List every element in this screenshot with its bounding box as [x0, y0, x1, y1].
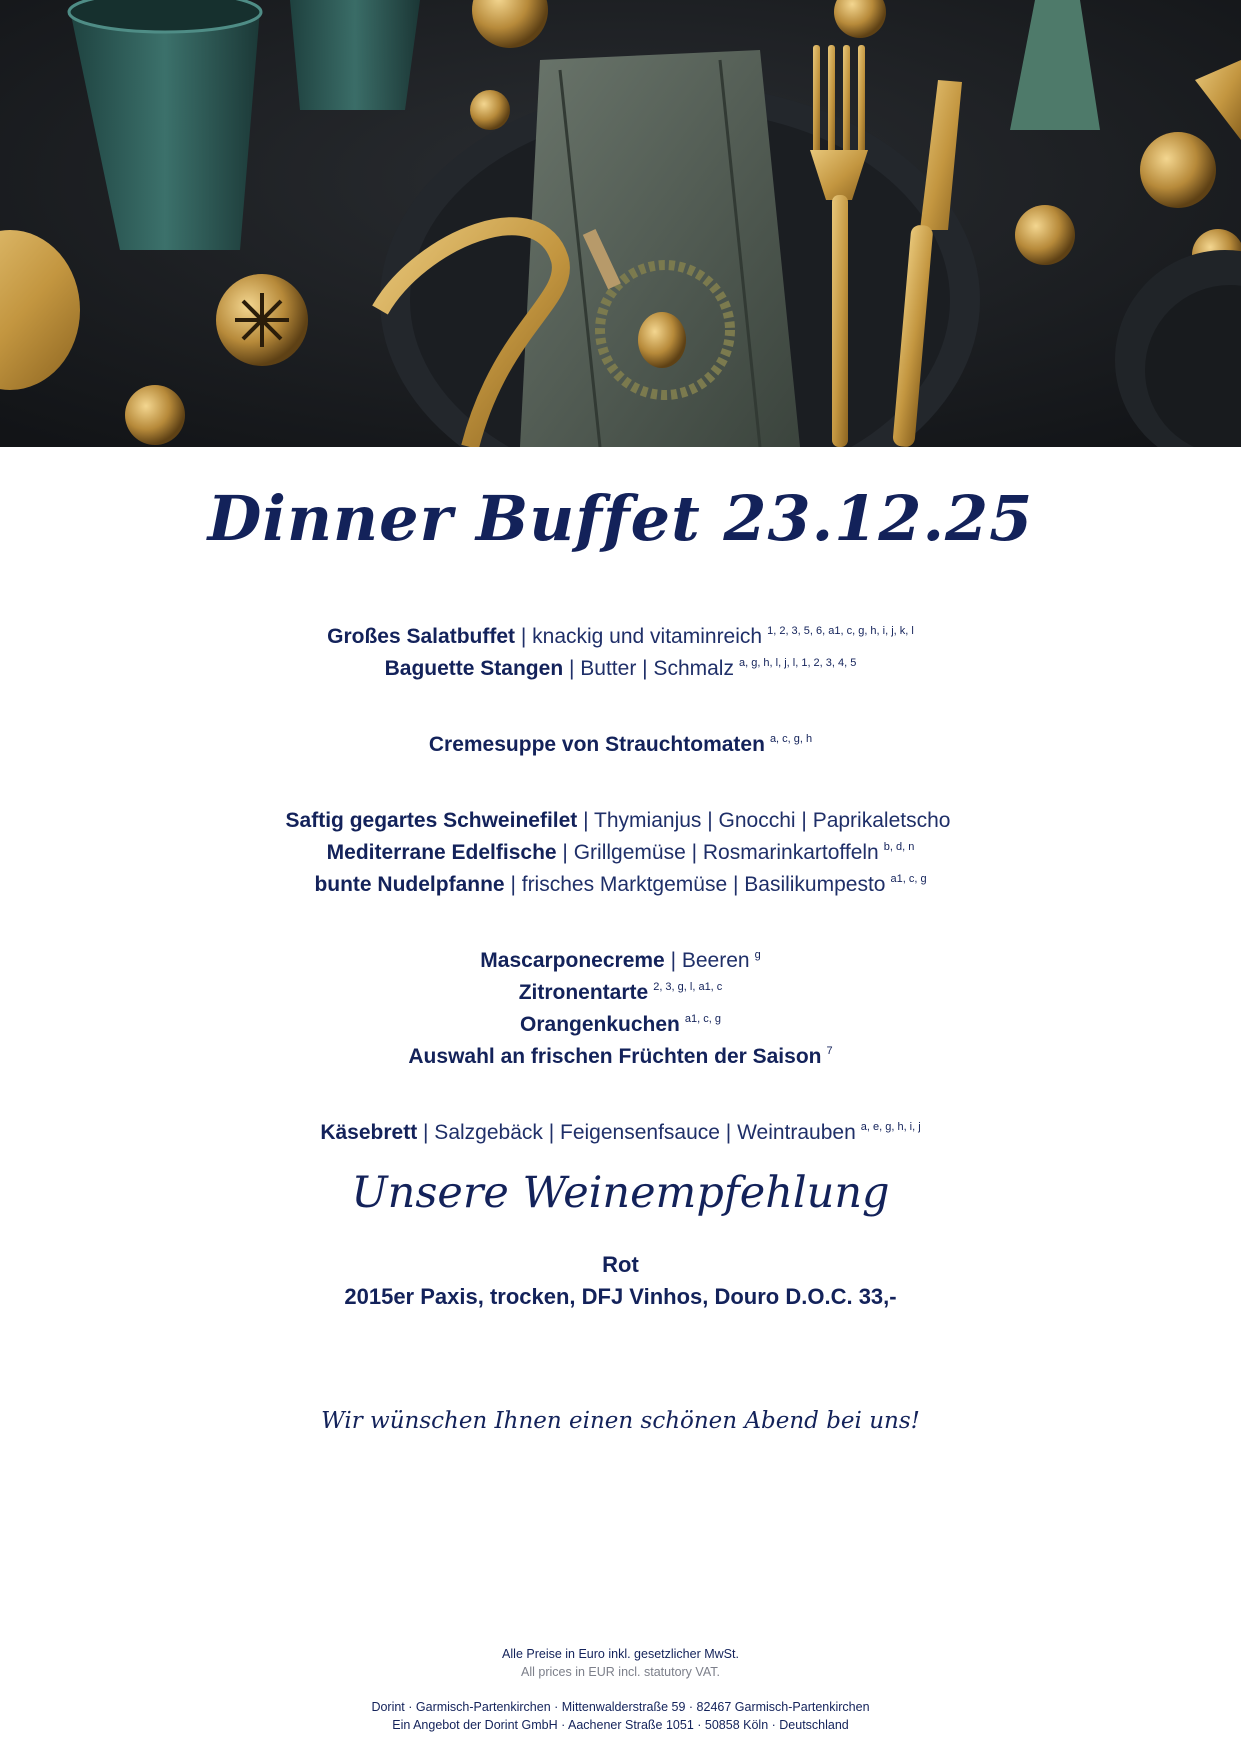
allergen-codes: 2, 3, g, l, a1, c [653, 981, 723, 993]
dish-name: Mascarponecreme [480, 949, 665, 972]
dish-name: Cremesuppe von Strauchtomaten [428, 733, 765, 756]
allergen-codes: 1, 2, 3, 5, 6, a1, c, g, h, i, j, k, l [767, 625, 914, 637]
dish-name: Großes Salatbuffet [327, 625, 516, 648]
dish-name: Käsebrett [320, 1121, 418, 1144]
dish-sides: | frisches Marktgemüse | Basilikumpesto [504, 873, 886, 896]
menu-section-cheese [0, 1114, 1241, 1146]
table-setting-illustration [0, 0, 1241, 447]
menu-item [0, 1038, 1241, 1070]
allergen-codes: a, e, g, h, i, j [860, 1121, 921, 1133]
dish-name: Auswahl an frischen Früchten der Saison [408, 1045, 822, 1068]
menu-list [0, 618, 1241, 1190]
wine-category: Rot [602, 1252, 639, 1277]
menu-item [0, 1006, 1241, 1038]
allergen-codes: b, d, n [883, 841, 915, 853]
allergen-codes: a1, c, g [684, 1013, 721, 1025]
address-line: Dorint · Garmisch-Partenkirchen · Mittenwalderstraße 59 · 82467 Garmisch-Partenkirchen [371, 1700, 870, 1714]
dish-sides: | Grillgemüse | Rosmarinkartoffeln [556, 841, 879, 864]
menu-section-starters [0, 618, 1241, 682]
dish-sides: | Salzgebäck | Feigensenfsauce | Weintrauben [417, 1121, 856, 1144]
dish-name: Mediterrane Edelfische [326, 841, 557, 864]
dish-sides: | Thymianjus | Gnocchi | Paprikaletscho [577, 809, 951, 832]
allergen-codes: g [754, 949, 761, 961]
dish-name: Saftig gegartes Schweinefilet [285, 809, 578, 832]
allergen-codes: a, g, h, l, j, l, 1, 2, 3, 4, 5 [738, 657, 857, 669]
dish-sides: | Beeren [664, 949, 750, 972]
menu-item [0, 1114, 1241, 1146]
menu-item [0, 802, 1241, 834]
menu-section-mains [0, 802, 1241, 898]
dish-name: Orangenkuchen [520, 1013, 680, 1036]
allergen-codes: a, c, g, h [769, 733, 813, 745]
farewell-message: Wir wünschen Ihnen einen schönen Abend bei uns! [321, 1408, 920, 1434]
glass-middle [290, 0, 420, 110]
menu-item [0, 866, 1241, 898]
menu-item [0, 618, 1241, 650]
allergen-codes: 7 [826, 1045, 833, 1057]
menu-section-soup [0, 726, 1241, 758]
dish-sides: | Butter | Schmalz [563, 657, 734, 680]
menu-item [0, 942, 1241, 974]
wine-heading: Unsere Weinempfehlung [351, 1168, 890, 1218]
dish-name: Baguette Stangen [384, 657, 564, 680]
company-line: Ein Angebot der Dorint GmbH · Aachener Straße 1051 · 50858 Köln · Deutschland [392, 1718, 849, 1732]
dish-name: bunte Nudelpfanne [314, 873, 505, 896]
page-title: Dinner Buffet 23.12.25 [207, 482, 1034, 555]
allergen-codes: a1, c, g [890, 873, 927, 885]
hero-photo [0, 0, 1241, 447]
dish-name: Zitronentarte [518, 981, 649, 1004]
menu-item [0, 726, 1241, 758]
footer [0, 1645, 1241, 1734]
vat-note-de: Alle Preise in Euro inkl. gesetzlicher MwSt. [502, 1647, 739, 1661]
menu-item [0, 650, 1241, 682]
menu-section-desserts [0, 942, 1241, 1070]
menu-item [0, 834, 1241, 866]
dish-sides: | knackig und vitaminreich [515, 625, 763, 648]
menu-item [0, 974, 1241, 1006]
wine-recommendation: 2015er Paxis, trocken, DFJ Vinhos, Douro D.O.C. 33,- [344, 1284, 897, 1309]
vat-note-en: All prices in EUR incl. statutory VAT. [521, 1665, 720, 1679]
